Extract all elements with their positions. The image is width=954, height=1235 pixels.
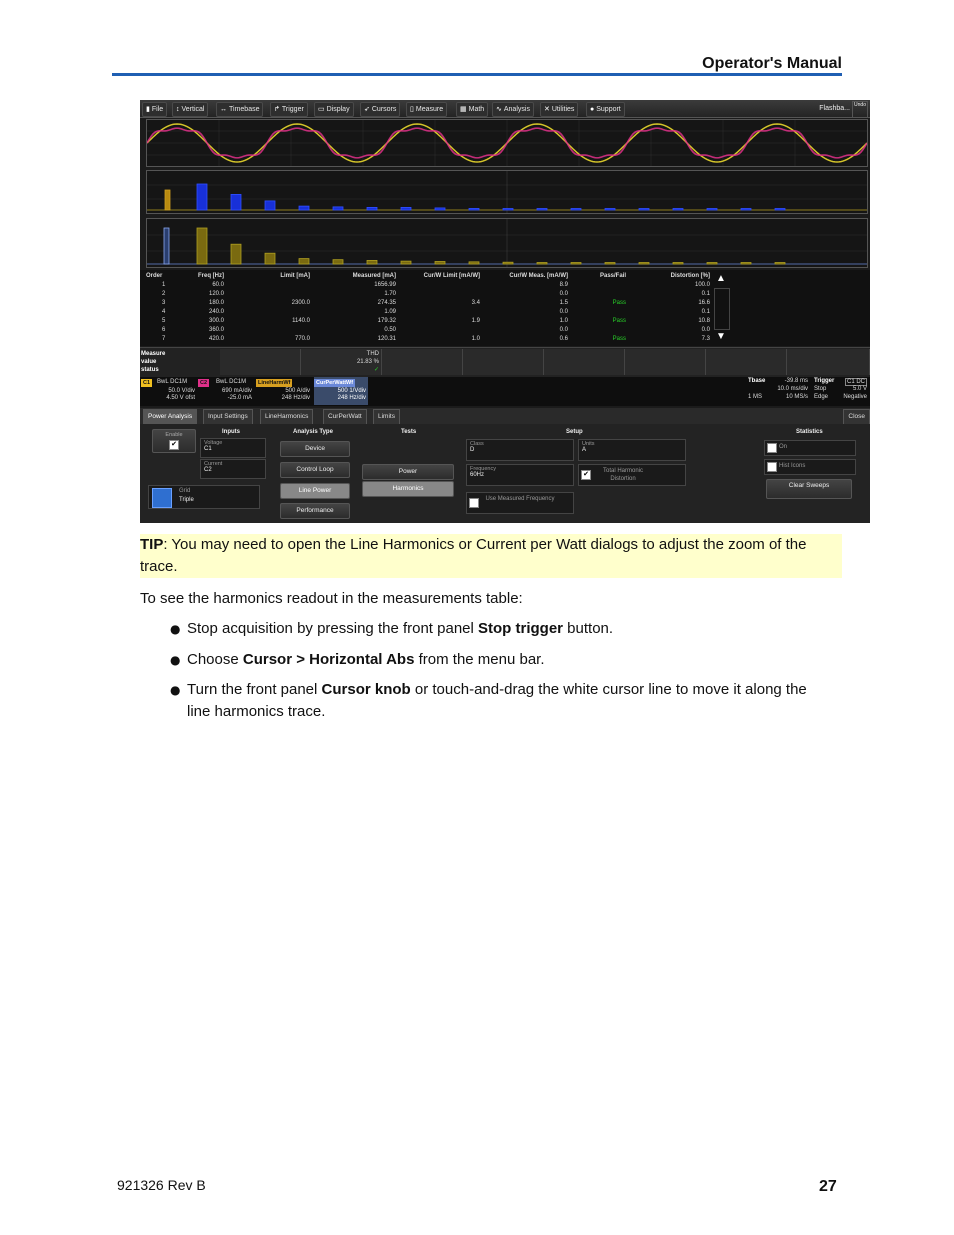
cursors-icon: ➶ <box>364 106 370 113</box>
tab-cur-per-watt[interactable]: CurPerWatt <box>323 409 367 425</box>
table-cell: 1.0 <box>471 336 480 342</box>
timebase-descriptor[interactable]: Tbase -39.8 ms 10.0 ms/div 1 MS 10 MS/s <box>748 378 808 400</box>
harmonic-bar <box>367 207 377 210</box>
line-harmonics-grid[interactable] <box>146 170 868 214</box>
cur-per-watt-bar <box>231 244 241 264</box>
table-cell: 16.6 <box>698 300 710 306</box>
table-cell: 0.50 <box>384 327 396 333</box>
measure-slot[interactable] <box>544 349 625 375</box>
bullet-icon: ● <box>170 622 181 636</box>
cur-per-watt-bar <box>401 261 411 264</box>
measure-slot[interactable] <box>706 349 787 375</box>
tab-limits[interactable]: Limits <box>373 409 400 425</box>
analysis-type-heading: Analysis Type <box>293 429 333 435</box>
power-analysis-dialog <box>140 424 870 523</box>
cur-per-watt-bar <box>537 263 547 265</box>
cur-per-watt-bar <box>673 263 683 265</box>
tab-power-analysis[interactable]: Power Analysis <box>143 409 197 425</box>
table-row[interactable] <box>140 309 852 318</box>
menu-timebase[interactable]: ↔ Timebase <box>216 102 263 117</box>
dialog-tabs <box>140 408 870 424</box>
table-cell: 3.4 <box>471 300 480 306</box>
trigger-icon: ↱ <box>274 106 280 113</box>
harmonic-bar <box>605 209 615 211</box>
menu-display[interactable]: ▭ Display <box>314 102 354 117</box>
thd-value: 21.83 % <box>356 359 379 365</box>
enable-toggle[interactable]: Enable ✔ <box>152 429 196 453</box>
units-field[interactable]: Units A <box>578 439 686 461</box>
cur-per-watt-bar <box>707 263 717 265</box>
thd-checkbox[interactable]: ✔ <box>581 470 591 480</box>
table-cell: 0.1 <box>701 309 710 315</box>
bullet-icon: ● <box>170 683 181 697</box>
table-cell: 1.0 <box>559 318 568 324</box>
page-header-title: Operator's Manual <box>702 55 842 72</box>
clear-sweeps-button[interactable]: Clear Sweeps <box>766 479 852 499</box>
line-power-button[interactable]: Line Power <box>280 483 350 499</box>
table-cell: 10.8 <box>698 318 710 324</box>
table-cell: 5 <box>162 318 166 324</box>
f1-descriptor[interactable]: LineHarmWf 500 A/div 248 Hz/div <box>258 380 310 401</box>
statistics-heading: Statistics <box>796 429 823 435</box>
tests-heading: Tests <box>401 429 417 435</box>
tab-line-harmonics[interactable]: LineHarmonics <box>260 409 313 425</box>
cur-per-watt-bar <box>605 263 615 265</box>
table-cell: 0.6 <box>559 336 568 342</box>
cur-per-watt-bar <box>164 228 169 264</box>
bullet-item-3-continued: line harmonics trace. <box>187 703 326 720</box>
header-rule <box>112 73 842 76</box>
hist-icons-toggle[interactable]: Hist Icons <box>764 459 856 475</box>
bullet-icon: ● <box>170 653 181 667</box>
f2-descriptor[interactable]: CurPerWattWf 500 1/Vdiv 248 Hz/div <box>314 377 368 405</box>
table-cell: 360.0 <box>208 327 224 333</box>
cur-per-watt-bar <box>503 262 513 264</box>
thd-param: THD <box>366 351 379 357</box>
harmonic-bar <box>673 209 683 211</box>
table-cell: 1.5 <box>559 300 568 306</box>
measure-bar <box>140 347 870 377</box>
current-field[interactable]: Current C2 <box>200 459 266 479</box>
table-cell: 7 <box>162 336 166 342</box>
footer-doc-number: 921326 Rev B <box>117 1177 206 1193</box>
table-cell: 6 <box>162 327 166 333</box>
tip-box <box>140 534 842 578</box>
harmonics-table <box>140 270 870 346</box>
flashback-button[interactable]: Flashba... <box>819 105 850 112</box>
setup-heading: Setup <box>566 429 583 435</box>
tip-text: : You may need to open the Line Harmonics or Current per Watt dialogs to adjust the zoom of the trace. <box>140 536 807 575</box>
table-cell: 0.0 <box>559 291 568 297</box>
table-cell: 8.9 <box>559 282 568 288</box>
frequency-field[interactable]: Frequency 60Hz <box>466 464 574 486</box>
table-cell: 0.0 <box>701 327 710 333</box>
measure-slot[interactable] <box>625 349 706 375</box>
cur-per-watt-bar <box>639 263 649 265</box>
harmonic-bar <box>435 208 445 210</box>
table-row[interactable] <box>140 282 852 291</box>
table-cell: 1 <box>162 282 166 288</box>
page-number: 27 <box>819 1178 837 1195</box>
cur-per-watt-bar <box>299 259 309 264</box>
cur-per-watt-trace <box>147 219 867 267</box>
harmonic-bar <box>503 209 513 211</box>
scroll-up-button[interactable]: ▲ <box>716 273 726 284</box>
waveform-trace <box>147 120 867 166</box>
measure-slot[interactable] <box>463 349 544 375</box>
table-cell: Pass <box>612 318 626 324</box>
class-field[interactable]: Class D <box>466 439 574 461</box>
grid-selector[interactable]: Grid Triple <box>148 485 260 509</box>
use-measured-frequency-toggle[interactable]: Use Measured Frequency <box>466 492 574 514</box>
utilities-icon: ✕ <box>544 106 550 113</box>
cur-per-watt-bar <box>265 253 275 264</box>
measure-slot[interactable] <box>787 349 870 375</box>
table-row[interactable] <box>140 318 852 327</box>
table-cell: 2 <box>162 291 166 297</box>
vertical-icon: ↕ <box>176 106 180 113</box>
math-icon: ▦ <box>460 106 467 113</box>
power-button[interactable]: Power <box>362 464 454 480</box>
inputs-heading: Inputs <box>222 429 240 435</box>
table-header-row: Order Freq [Hz] Limit [mA] Measured [mA] Cur/W Limit [mA/W] Cur/W Meas. [mA/W] Pass/Fail Distortion [%] <box>146 273 710 279</box>
harmonic-bar <box>265 201 275 210</box>
menu-utilities[interactable]: ✕ Utilities <box>540 102 578 117</box>
harmonic-bar <box>775 209 785 211</box>
thd-toggle[interactable]: ✔ Total Harmonic Distortion <box>578 464 686 486</box>
table-cell: 3 <box>162 300 166 306</box>
harmonics-button[interactable]: Harmonics <box>362 481 454 497</box>
scroll-down-button[interactable]: ▼ <box>716 331 726 342</box>
cur-per-watt-grid[interactable] <box>146 218 868 268</box>
enable-checkbox[interactable]: ✔ <box>169 440 179 450</box>
statistics-on-toggle[interactable]: On <box>764 440 856 456</box>
table-cell: Pass <box>612 300 626 306</box>
cur-per-watt-bar <box>367 260 377 264</box>
table-cell: 0.0 <box>559 309 568 315</box>
grid-icon <box>152 488 172 508</box>
table-cell: 60.0 <box>212 282 224 288</box>
menu-support[interactable]: ● Support <box>586 102 625 117</box>
status-label: status <box>141 367 159 373</box>
measure-slot[interactable] <box>220 349 301 375</box>
line-harmonics-trace <box>147 171 867 213</box>
trigger-descriptor[interactable]: Trigger C1 DC Stop 5.0 V Edge Negative <box>814 378 867 400</box>
table-cell: 770.0 <box>294 336 310 342</box>
c1-descriptor[interactable]: C1 BwL DC1M 50.0 V/div 4.50 V ofst <box>143 379 195 401</box>
menu-math[interactable]: ▦ Math <box>456 102 488 117</box>
measure-label: Measure <box>141 351 166 357</box>
menu-bar <box>140 100 870 118</box>
table-scrollbar[interactable] <box>714 288 730 330</box>
table-cell: 240.0 <box>208 309 224 315</box>
bullet-item-3: Turn the front panel Cursor knob or touch-and-drag the white cursor line to move it along the <box>187 681 807 698</box>
menu-analysis[interactable]: ∿ Analysis <box>492 102 534 117</box>
performance-button[interactable]: Performance <box>280 503 350 519</box>
cur-per-watt-bar <box>197 228 207 264</box>
cur-per-watt-bar <box>775 263 785 265</box>
harmonic-bar <box>333 207 343 210</box>
file-icon: ▮ <box>146 106 150 113</box>
analysis-icon: ∿ <box>496 106 502 113</box>
value-label: value <box>141 359 157 365</box>
table-cell: 180.0 <box>208 300 224 306</box>
harmonic-bar <box>707 209 717 211</box>
harmonic-bar <box>197 184 207 210</box>
harmonic-bar <box>537 209 547 211</box>
cur-per-watt-bar <box>741 263 751 265</box>
table-row[interactable] <box>140 291 852 300</box>
menu-file[interactable]: ▮ File <box>142 102 167 117</box>
oscilloscope-screenshot <box>140 100 870 523</box>
harmonic-bar <box>639 209 649 211</box>
table-cell: 0.0 <box>559 327 568 333</box>
c2-descriptor[interactable]: C2 BwL DC1M 690 mA/div -25.0 mA <box>200 379 252 401</box>
table-cell: 100.0 <box>694 282 710 288</box>
voltage-field[interactable]: Voltage C1 <box>200 438 266 458</box>
check-icon: ✓ <box>373 367 379 373</box>
table-cell: 0.1 <box>701 291 710 297</box>
harmonic-bar <box>165 190 170 210</box>
statistics-on-checkbox[interactable] <box>767 443 777 453</box>
table-row[interactable] <box>140 327 852 336</box>
cur-per-watt-bar <box>469 262 479 264</box>
cur-per-watt-bar <box>333 260 343 264</box>
menu-vertical[interactable]: ↕ Vertical <box>172 102 208 117</box>
table-cell: 120.31 <box>377 336 396 342</box>
table-row[interactable] <box>140 336 852 345</box>
undo-button[interactable]: Undo <box>852 101 868 118</box>
harmonic-bar <box>231 194 241 210</box>
device-button[interactable]: Device <box>280 441 350 457</box>
menu-measure[interactable]: ▯ Measure <box>406 102 447 117</box>
intro-text: To see the harmonics readout in the measurements table: <box>140 590 523 607</box>
table-cell: 274.35 <box>377 300 396 306</box>
tip-label: TIP <box>140 536 164 553</box>
table-cell: 300.0 <box>208 318 224 324</box>
support-icon: ● <box>590 106 595 113</box>
tab-input-settings[interactable]: Input Settings <box>203 409 253 425</box>
measure-slot[interactable] <box>382 349 463 375</box>
table-cell: 1.09 <box>384 309 396 315</box>
table-cell: 179.32 <box>377 318 396 324</box>
hist-icons-checkbox[interactable] <box>767 462 777 472</box>
table-cell: 7.3 <box>701 336 710 342</box>
control-loop-button[interactable]: Control Loop <box>280 462 350 478</box>
table-row[interactable] <box>140 300 852 309</box>
table-cell: 420.0 <box>208 336 224 342</box>
table-cell: 120.0 <box>208 291 224 297</box>
table-cell: 1.70 <box>384 291 396 297</box>
waveform-grid[interactable] <box>146 119 868 167</box>
table-cell: 2300.0 <box>291 300 310 306</box>
timebase-icon: ↔ <box>220 106 227 113</box>
cur-per-watt-bar <box>571 263 581 265</box>
table-cell: 1.9 <box>471 318 480 324</box>
harmonic-bar <box>401 207 411 210</box>
descriptor-bar <box>140 377 870 406</box>
menu-trigger[interactable]: ↱ Trigger <box>270 102 308 117</box>
table-cell: 4 <box>162 309 166 315</box>
table-cell: 1656.99 <box>374 282 396 288</box>
bullet-item-1: Stop acquisition by pressing the front panel Stop trigger button. <box>187 620 614 637</box>
table-cell: 1140.0 <box>292 318 310 324</box>
cur-per-watt-bar <box>435 261 445 264</box>
harmonic-bar <box>741 209 751 211</box>
harmonic-bar <box>299 206 309 210</box>
menu-cursors[interactable]: ➶ Cursors <box>360 102 400 117</box>
use-measured-checkbox[interactable] <box>469 498 479 508</box>
harmonic-bar <box>571 209 581 211</box>
bullet-item-2: Choose Cursor > Horizontal Abs from the menu bar. <box>187 651 545 668</box>
harmonic-bar <box>469 208 479 210</box>
table-cell: Pass <box>612 336 626 342</box>
measure-icon: ▯ <box>410 106 414 113</box>
display-icon: ▭ <box>318 106 325 113</box>
measure-slot-thd[interactable] <box>301 349 382 375</box>
close-button[interactable]: Close <box>843 409 870 425</box>
